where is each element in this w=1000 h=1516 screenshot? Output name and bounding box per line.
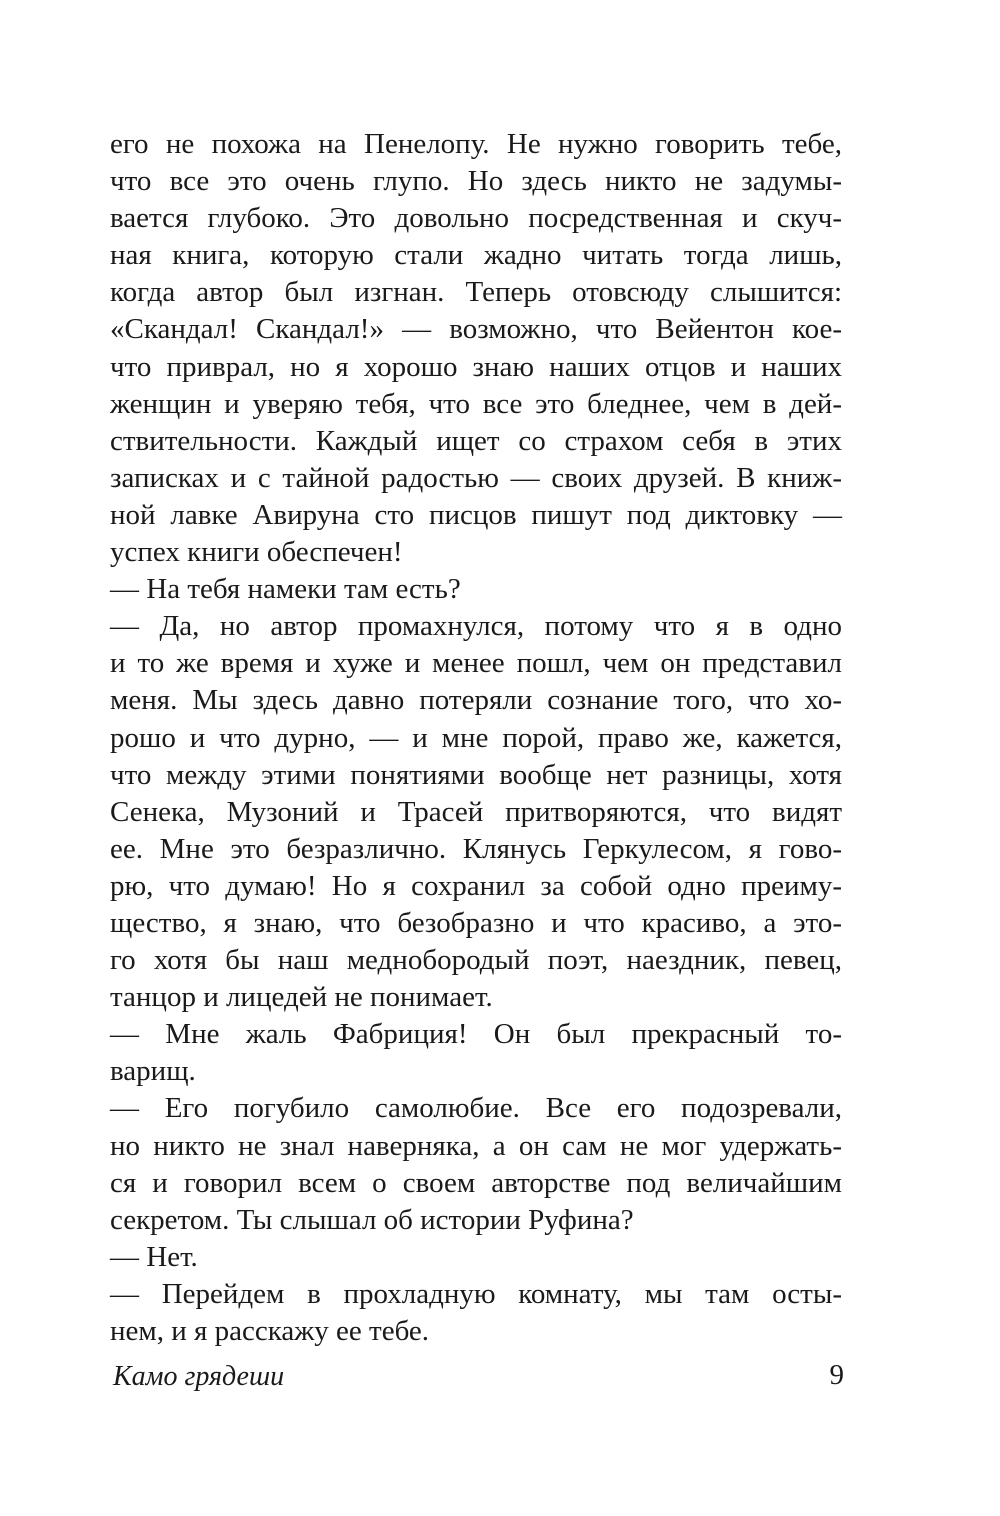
text-line: что все это очень глупо. Но здесь никто не задумы- <box>110 165 842 198</box>
text-line: меня. Мы здесь давно потеряли сознание того, что хо- <box>110 684 842 717</box>
text-line: танцор и лицедей не понимает. <box>110 981 493 1014</box>
text-line: нем, и я расскажу ее тебе. <box>110 1315 430 1347</box>
text-line: женщин и уверяю тебя, что все это бледнее, чем в дей- <box>110 387 842 420</box>
text-line: ной лавке Авируна сто писцов пишут под диктовку — <box>110 498 842 531</box>
text-line: но никто не знал наверняка, а он сам не мог удержать- <box>110 1129 842 1162</box>
text-line: — Мне жаль Фабриция! Он был прекрасный то- <box>110 1018 842 1051</box>
text-line: ее. Мне это безразлично. Клянусь Геркулесом, я гово- <box>110 832 842 865</box>
text-line: записках и с тайной радостью — своих друзей. В книж- <box>110 461 842 494</box>
text-line: его не похожа на Пенелопу. Не нужно говорить тебе, <box>110 128 842 160</box>
text-line: — Нет. <box>110 1240 198 1273</box>
text-line: — Его погубило самолюбие. Все его подозревали, <box>110 1092 842 1125</box>
text-line: что между этими понятиями вообще нет разницы, хотя <box>110 758 842 791</box>
body-text <box>110 126 842 1350</box>
running-footer-title: Камо грядеши <box>113 1361 285 1392</box>
text-line: рю, что думаю! Но я сохранил за собой одно преиму- <box>110 869 842 902</box>
text-line: го хотя бы наш меднобородый поэт, наездник, певец, <box>110 944 842 977</box>
text-line: и то же время и хуже и менее пошл, чем он представил <box>110 647 842 680</box>
text-line: варищ. <box>110 1055 196 1088</box>
text-line: ся и говорил всем о своем авторстве под величайшим <box>110 1166 842 1199</box>
text-line: что приврал, но я хорошо знаю наших отцов и наших <box>110 350 842 383</box>
text-line: вается глубоко. Это довольно посредственная и скуч- <box>110 202 842 235</box>
text-line: Сенека, Музоний и Трасей притворяются, что видят <box>110 795 842 828</box>
text-line: секретом. Ты слышал об истории Руфина? <box>110 1203 634 1236</box>
text-line: «Скандал! Скандал!» — возможно, что Вейентон кое- <box>110 313 842 346</box>
text-line: успех книги обеспечен! <box>110 536 403 569</box>
text-line: когда автор был изгнан. Теперь отовсюду слышится: <box>110 276 842 309</box>
text-line: щество, я знаю, что безобразно и что красиво, а это- <box>110 906 842 939</box>
text-line: ствительности. Каждый ищет со страхом себя в этих <box>110 424 842 457</box>
text-line: — На тебя намеки там есть? <box>110 573 461 606</box>
text-line: рошо и что дурно, — и мне порой, право же, кажется, <box>110 721 842 754</box>
text-line: — Да, но автор промахнулся, потому что я в одно <box>110 610 842 643</box>
page-number: 9 <box>829 1359 844 1391</box>
text-line: ная книга, которую стали жадно читать тогда лишь, <box>110 239 842 272</box>
text-line: — Перейдем в прохладную комнату, мы там осты- <box>110 1277 842 1310</box>
